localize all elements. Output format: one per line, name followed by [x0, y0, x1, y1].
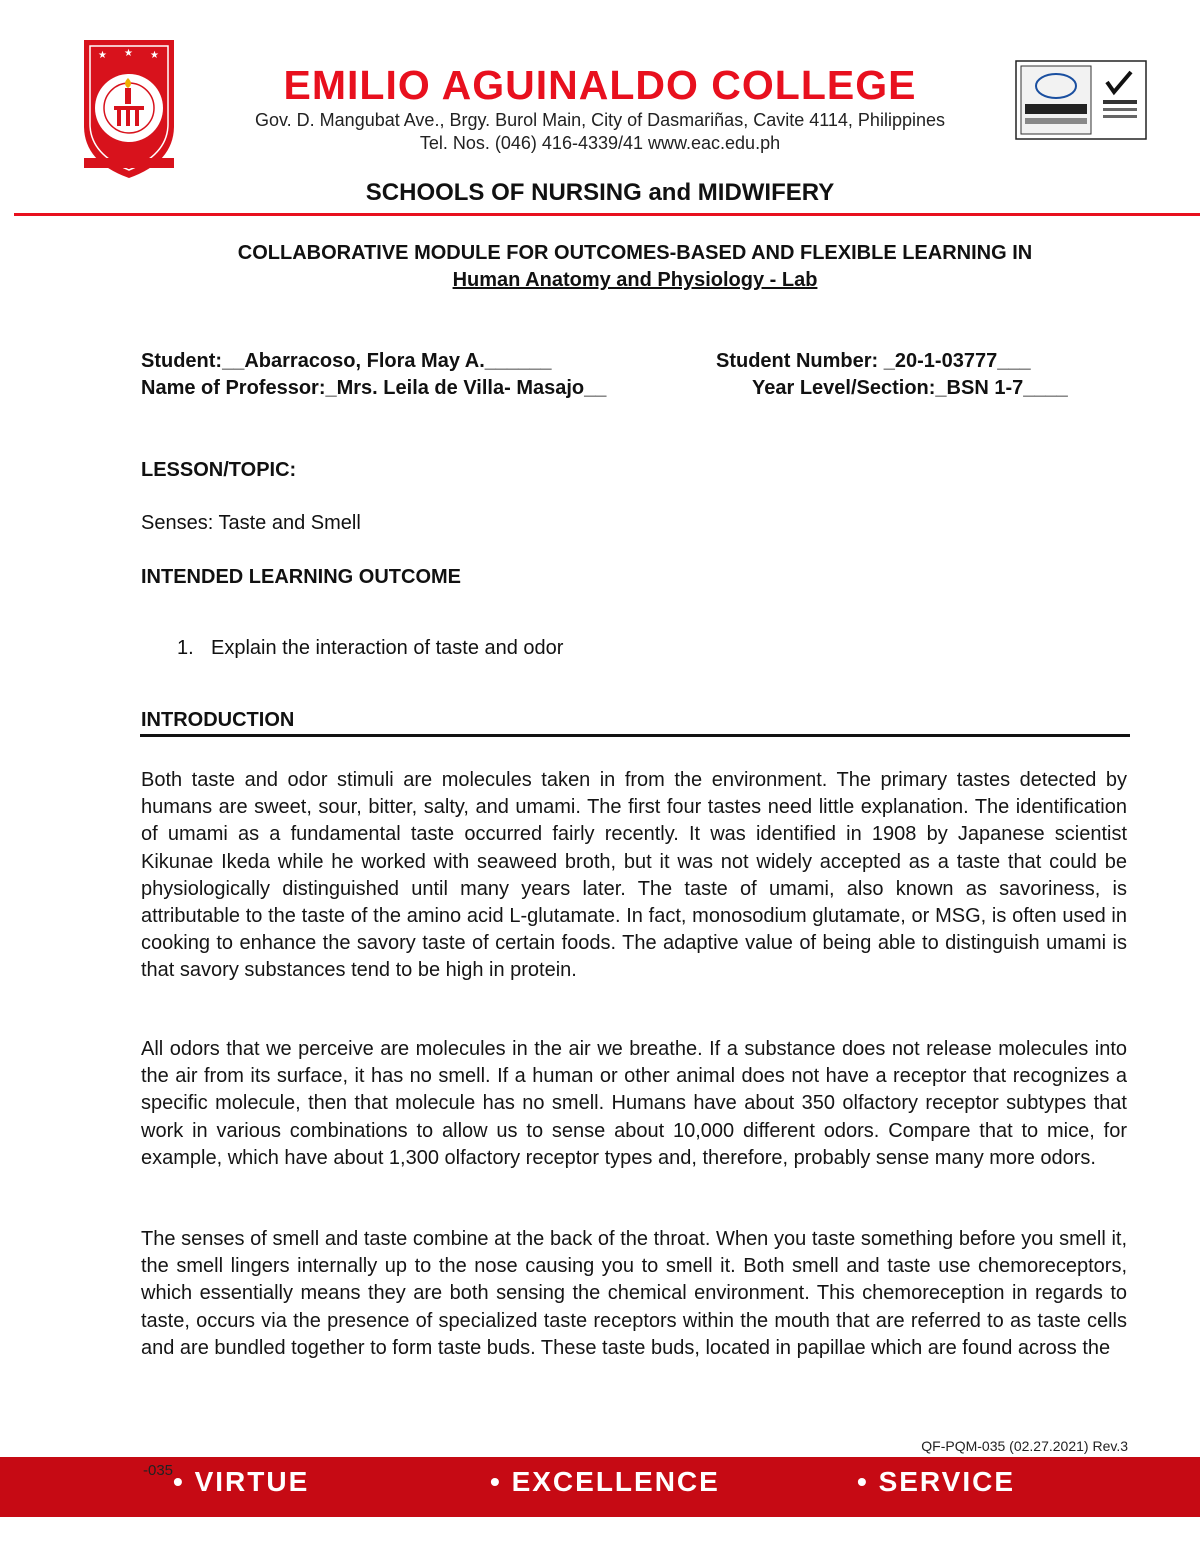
- certification-logo: [1015, 60, 1147, 140]
- student-name-field: Student:__Abarracoso, Flora May A.______: [141, 350, 552, 372]
- svg-text:★: ★: [150, 50, 159, 61]
- college-contact: Tel. Nos. (046) 416-4339/41 www.eac.edu.ph: [419, 133, 781, 153]
- svg-text:★: ★: [124, 48, 133, 59]
- page-mark: -035: [143, 1462, 174, 1479]
- svg-text:★: ★: [98, 50, 107, 61]
- college-name: EMILIO AGUINALDO COLLEGE: [283, 62, 917, 108]
- introduction-divider: [140, 734, 1130, 737]
- learning-outcome-item: [177, 637, 563, 660]
- lesson-topic: Senses: Taste and Smell: [141, 512, 361, 534]
- list-number: 1.: [177, 637, 194, 659]
- document-code: QF-PQM-035 (02.27.2021) Rev.3: [921, 1438, 1128, 1454]
- introduction-paragraph: Both taste and odor stimuli are molecules taken in from the environment. The primary tastes detected by humans are sweet, sour, bitter, salty, and umami. The first four tastes need little explanation. The identification of umami as a fundamental taste occurred fairly recently. It was identified in 1908 by Japanese scientist Kikunae Ikeda while he worked with seaweed broth, but it was not widely accepted as a taste that could be physiologically distinguished until many years later. The taste of umami, also known as savoriness, is attributable to the taste of the amino acid L-glutamate. In fact, monosodium glutamate, or MSG, is often used in cooking to enhance the savory taste of certain foods. The adaptive value of being able to distinguish umami is that savory substances tend to be high in protein.: [141, 769, 1127, 982]
- introduction-paragraph: All odors that we perceive are molecules in the air we breathe. If a substance does not release molecules into the air from its surface, it has no smell. If a human or other animal does not have a receptor that recognizes a specific molecule, then that molecule has no smell. Humans have about 350 olfactory receptor subtypes that work in various combinations to allow us to sense about 10,000 different odors. Compare that to mice, for example, which have about 1,300 olfactory receptor types and, therefore, probably sense many more odors.: [141, 1038, 1127, 1169]
- college-seal-logo: [70, 38, 188, 180]
- professor-name-field: Name of Professor:_Mrs. Leila de Villa- Masajo__: [141, 377, 607, 399]
- school-name: SCHOOLS OF NURSING and MIDWIFERY: [365, 179, 835, 206]
- module-title: COLLABORATIVE MODULE FOR OUTCOMES-BASED AND FLEXIBLE LEARNING IN: [237, 242, 1033, 264]
- student-number-field: Student Number: _20-1-03777___: [716, 350, 1031, 372]
- learning-outcome-heading: INTENDED LEARNING OUTCOME: [141, 566, 461, 588]
- introduction-paragraph: The senses of smell and taste combine at the back of the throat. When you taste something before you smell it, the smell lingers internally up to the nose causing you to smell it. Both smell and taste use chemoreceptors, which essentially means they are both sensing the chemical environment. This chemoreception in regards to taste, occurs via the presence of specialized taste receptors within the mouth that are referred to as taste cells and are bundled together to form taste buds. These taste buds, located in papillae which are found across the: [141, 1228, 1127, 1359]
- lesson-topic-heading: LESSON/TOPIC:: [141, 459, 297, 481]
- motto-service: • SERVICE: [857, 1466, 1015, 1497]
- introduction-heading: INTRODUCTION: [141, 709, 295, 731]
- college-address: Gov. D. Mangubat Ave., Brgy. Burol Main, City of Dasmariñas, Cavite 4114, Philippines: [255, 110, 945, 130]
- module-subject: Human Anatomy and Physiology - Lab: [452, 269, 818, 291]
- header-divider: [14, 213, 1200, 216]
- motto-excellence: • EXCELLENCE: [490, 1466, 720, 1497]
- learning-outcome-text: Explain the interaction of taste and odor: [211, 637, 564, 659]
- year-level-section-field: Year Level/Section:_BSN 1-7____: [752, 377, 1068, 399]
- motto-virtue: • VIRTUE: [173, 1466, 310, 1497]
